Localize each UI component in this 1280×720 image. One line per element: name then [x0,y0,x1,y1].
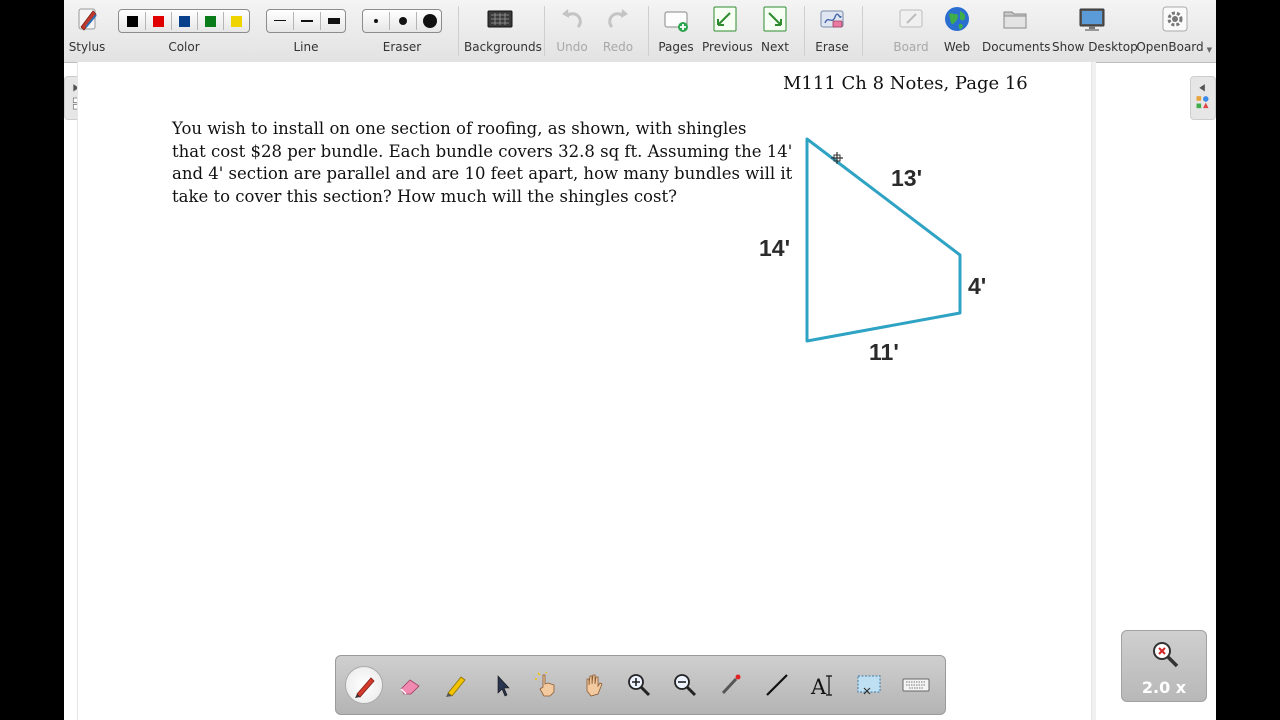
show-desktop-label: Show Desktop [1052,40,1138,54]
color-label: Color [168,40,200,54]
erase-button[interactable] [810,0,854,62]
color-group [118,0,250,62]
chevron-down-icon: ▼ [1206,46,1212,54]
eraser-group [362,0,442,62]
trapezoid-shape [807,139,960,341]
backgrounds-icon [487,5,513,33]
color-swatch-green[interactable] [205,16,216,27]
web-button[interactable] [936,0,978,62]
redo-button[interactable] [596,0,640,62]
folder-icon [1002,5,1028,33]
line-width-selector [266,9,346,33]
previous-page-icon [712,5,738,33]
stylus-icon [74,5,100,33]
capture-icon [856,672,882,698]
problem-line-1: You wish to install on one section of roofing, as shown, with shingles [172,119,747,138]
zoom-in-icon [626,672,652,698]
problem-line-3: and 4' section are parallel and are 10 feet apart, how many bundles will it [172,164,793,183]
color-swatch-yellow[interactable] [231,16,242,27]
eraser-tool[interactable] [391,666,429,704]
page-title: M111 Ch 8 Notes, Page 16 [783,73,1028,94]
stylus-label: Stylus [68,40,106,54]
color-palette [118,9,250,33]
color-swatch-blue[interactable] [179,16,190,27]
undo-icon [559,5,585,33]
main-toolbar [64,0,1216,63]
line-medium-option[interactable] [294,10,320,32]
line-tool[interactable] [758,666,796,704]
expand-right-panel-icon [1191,77,1215,119]
eraser-icon [397,672,423,698]
board-icon [898,5,924,33]
text-icon [810,672,836,698]
svg-text:A: A [811,675,827,698]
trapezoid-figure [758,122,1018,382]
eraser-small-option[interactable] [363,10,389,32]
add-page-icon [663,5,689,33]
previous-label: Previous [702,40,753,54]
hand-icon [581,672,607,698]
board-page[interactable] [77,62,1092,720]
laser-pointer-icon [718,672,744,698]
zoom-reset-icon [1150,639,1180,669]
redo-label: Redo [602,40,634,54]
documents-label: Documents [982,40,1051,54]
backgrounds-button[interactable] [464,0,542,62]
drawing-tools-bar [335,655,946,715]
line-label: Line [293,40,319,54]
stylus-button[interactable] [64,0,110,62]
line-group [266,0,346,62]
capture-tool[interactable] [850,666,888,704]
eraser-large-option[interactable] [417,10,443,32]
erase-page-icon [819,5,845,33]
next-label: Next [761,40,789,54]
highlighter-icon [443,672,469,698]
problem-line-2: that cost $28 per bundle. Each bundle covers 32.8 sq ft. Assuming the 14' [172,141,793,161]
openboard-window [64,0,1216,720]
openboard-label: OpenBoard [1136,40,1204,54]
pages-label: Pages [658,40,694,54]
highlighter-tool[interactable] [437,666,475,704]
pointing-hand-icon [534,672,560,698]
line-icon [764,672,790,698]
problem-line-4: take to cover this section? How much will the shingles cost? [172,186,677,206]
pen-tool[interactable] [345,666,383,704]
next-page-icon [762,5,788,33]
line-thick-option[interactable] [321,10,347,32]
label-left-side: 14' [759,235,791,261]
arrow-pointer-icon [489,672,515,698]
line-thin-option[interactable] [267,10,293,32]
pen-icon [352,673,378,699]
eraser-size-selector [362,9,442,33]
color-swatch-black[interactable] [127,16,138,27]
undo-label: Undo [556,40,588,54]
zoom-out-tool[interactable] [666,666,704,704]
gear-icon [1162,5,1188,33]
web-label: Web [943,40,971,54]
next-button[interactable] [754,0,796,62]
hand-tool[interactable] [575,666,613,704]
text-tool[interactable] [804,666,842,704]
zoom-level-text: 2.0 x [1141,678,1187,697]
interact-tool[interactable] [528,666,566,704]
zoom-out-icon [672,672,698,698]
selector-tool[interactable] [483,666,521,704]
undo-button[interactable] [550,0,594,62]
eraser-label: Eraser [382,40,422,54]
previous-button[interactable] [702,0,753,62]
redo-icon [605,5,631,33]
erase-label: Erase [815,40,849,54]
problem-text [172,118,793,208]
documents-button[interactable] [982,0,1051,62]
label-top-side: 13' [891,165,923,191]
backgrounds-label: Backgrounds [464,40,542,54]
monitor-icon [1079,5,1105,33]
keyboard-icon [902,672,930,698]
laser-pointer-tool[interactable] [712,666,750,704]
zoom-indicator[interactable] [1121,630,1207,702]
board-button[interactable] [890,0,932,62]
eraser-medium-option[interactable] [390,10,416,32]
globe-icon [944,5,970,33]
color-swatch-red[interactable] [153,16,164,27]
show-desktop-button[interactable] [1052,0,1138,62]
right-library-panel-tab[interactable] [1190,76,1216,120]
label-bottom-side: 11' [869,339,899,365]
openboard-menu-button[interactable] [1134,0,1216,62]
board-label: Board [893,40,929,54]
label-right-side: 4' [968,273,987,299]
keyboard-tool[interactable] [896,666,934,704]
pages-button[interactable] [654,0,698,62]
zoom-in-tool[interactable] [620,666,658,704]
